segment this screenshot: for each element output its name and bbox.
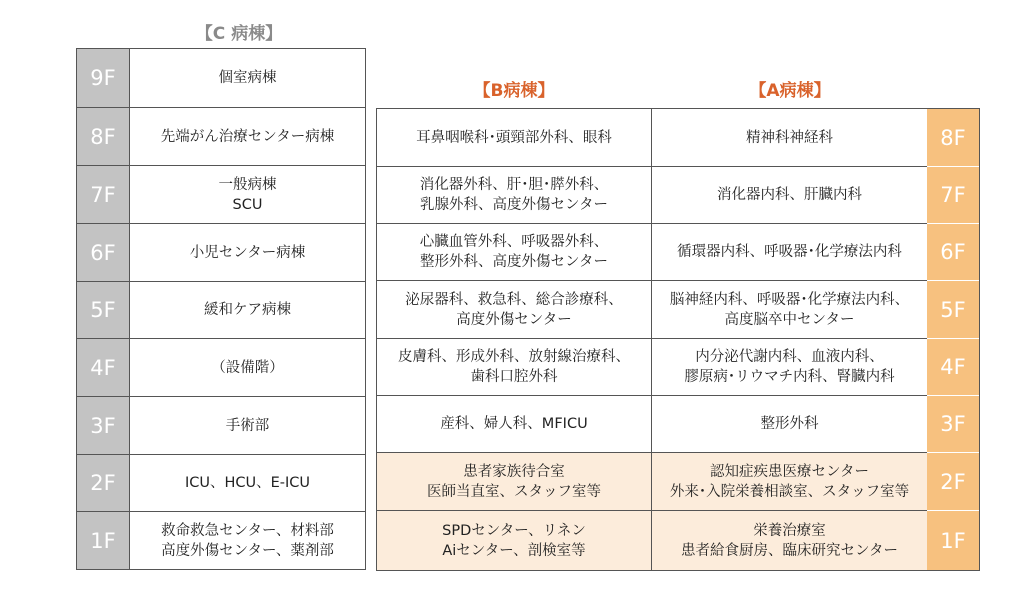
ab-floor-row [377,280,979,338]
a-building-department: 消化器内科、肝臓内科 [652,167,928,223]
a-building-department: 脳神経内科、呼吸器･化学療法内科、 高度脳卒中センター [652,281,928,338]
b-building-department: SPDセンター、リネン Aiセンター、剖検室等 [377,511,652,570]
c-floor-label: 4F [77,339,130,396]
c-floor-department: 手術部 [225,417,270,434]
ab-floor-row [377,223,979,280]
b-building-department: 心臓血管外科、呼吸器外科、 整形外科、高度外傷センター [377,224,652,280]
c-floor-department: 先端がん治療センター病棟 [160,128,335,145]
c-floor-label: 5F [77,282,130,338]
c-floor-row [77,338,365,396]
a-building-title: 【A病棟】 [749,81,831,101]
ab-floor-row [377,338,979,395]
ab-floor-row [377,395,979,452]
b-building-department: 患者家族待合室 医師当直室、スタッフ室等 [377,453,652,510]
c-floor-department: ICU、HCU、E-ICU [184,475,311,491]
ab-floor-row [377,109,979,166]
c-floor-department: （設備階） [211,359,284,376]
c-floor-department: 個室病棟 [218,70,277,86]
c-floor-row [77,396,365,454]
ab-floor-row [377,510,979,570]
b-building-department: 皮膚科、形成外科、放射線治療科、 歯科口腔外科 [377,339,652,395]
c-building-title: 【C 病棟】 [195,24,283,44]
c-floor-row [77,49,365,107]
c-floor-label: 2F [77,455,130,511]
c-floor-label: 8F [77,108,130,165]
c-floor-department: 小児センター病棟 [189,244,306,261]
ab-floor-label: 1F [927,510,979,570]
c-floor-row [77,223,365,281]
c-floor-row [77,281,365,338]
ab-floor-label: 5F [927,280,979,338]
a-building-department: 循環器内科、呼吸器･化学療法内科 [652,224,928,280]
ab-floor-label: 8F [927,109,979,166]
a-building-department: 認知症疾患医療センター 外来･入院栄養相談室、スタッフ室等 [652,453,928,510]
c-floor-label: 3F [77,397,130,454]
ab-floor-row [377,452,979,510]
ab-floor-label: 4F [927,338,979,395]
c-floor-label: 7F [77,166,130,223]
b-building-department: 産科、婦人科、MFICU [377,396,652,452]
a-building-department: 内分泌代謝内科、血液内科、 膠原病･リウマチ内科、腎臓内科 [652,339,928,395]
ab-floor-label: 2F [927,452,979,510]
a-building-department: 整形外科 [652,396,928,452]
c-floor-label: 6F [77,224,130,281]
c-floor-row [77,165,365,223]
b-building-department: 泌尿器科、救急科、総合診療科、 高度外傷センター [377,281,652,338]
b-building-department: 耳鼻咽喉科･頭頸部外科、眼科 [377,109,652,166]
ab-floor-label: 7F [927,166,979,223]
ab-floor-label: 6F [927,223,979,280]
c-floor-department: 一般病棟 SCU [218,176,277,213]
ab-building-floor-table [376,108,980,571]
c-floor-department: 救命救急センター、材料部 高度外傷センター、薬剤部 [161,522,334,559]
ab-floor-label: 3F [927,395,979,452]
b-building-department: 消化器外科、肝･胆･膵外科、 乳腺外科、高度外傷センター [377,167,652,223]
c-floor-label: 9F [77,49,130,107]
c-floor-row [77,107,365,165]
c-floor-row [77,454,365,511]
b-building-title: 【B病棟】 [473,81,555,101]
c-building-floor-table [76,48,366,570]
a-building-department: 精神科神経科 [652,109,928,166]
c-floor-row [77,511,365,569]
ab-floor-row [377,166,979,223]
c-floor-department: 緩和ケア病棟 [204,302,291,318]
c-floor-label: 1F [77,512,130,569]
a-building-department: 栄養治療室 患者給食厨房、臨床研究センター [652,511,928,570]
